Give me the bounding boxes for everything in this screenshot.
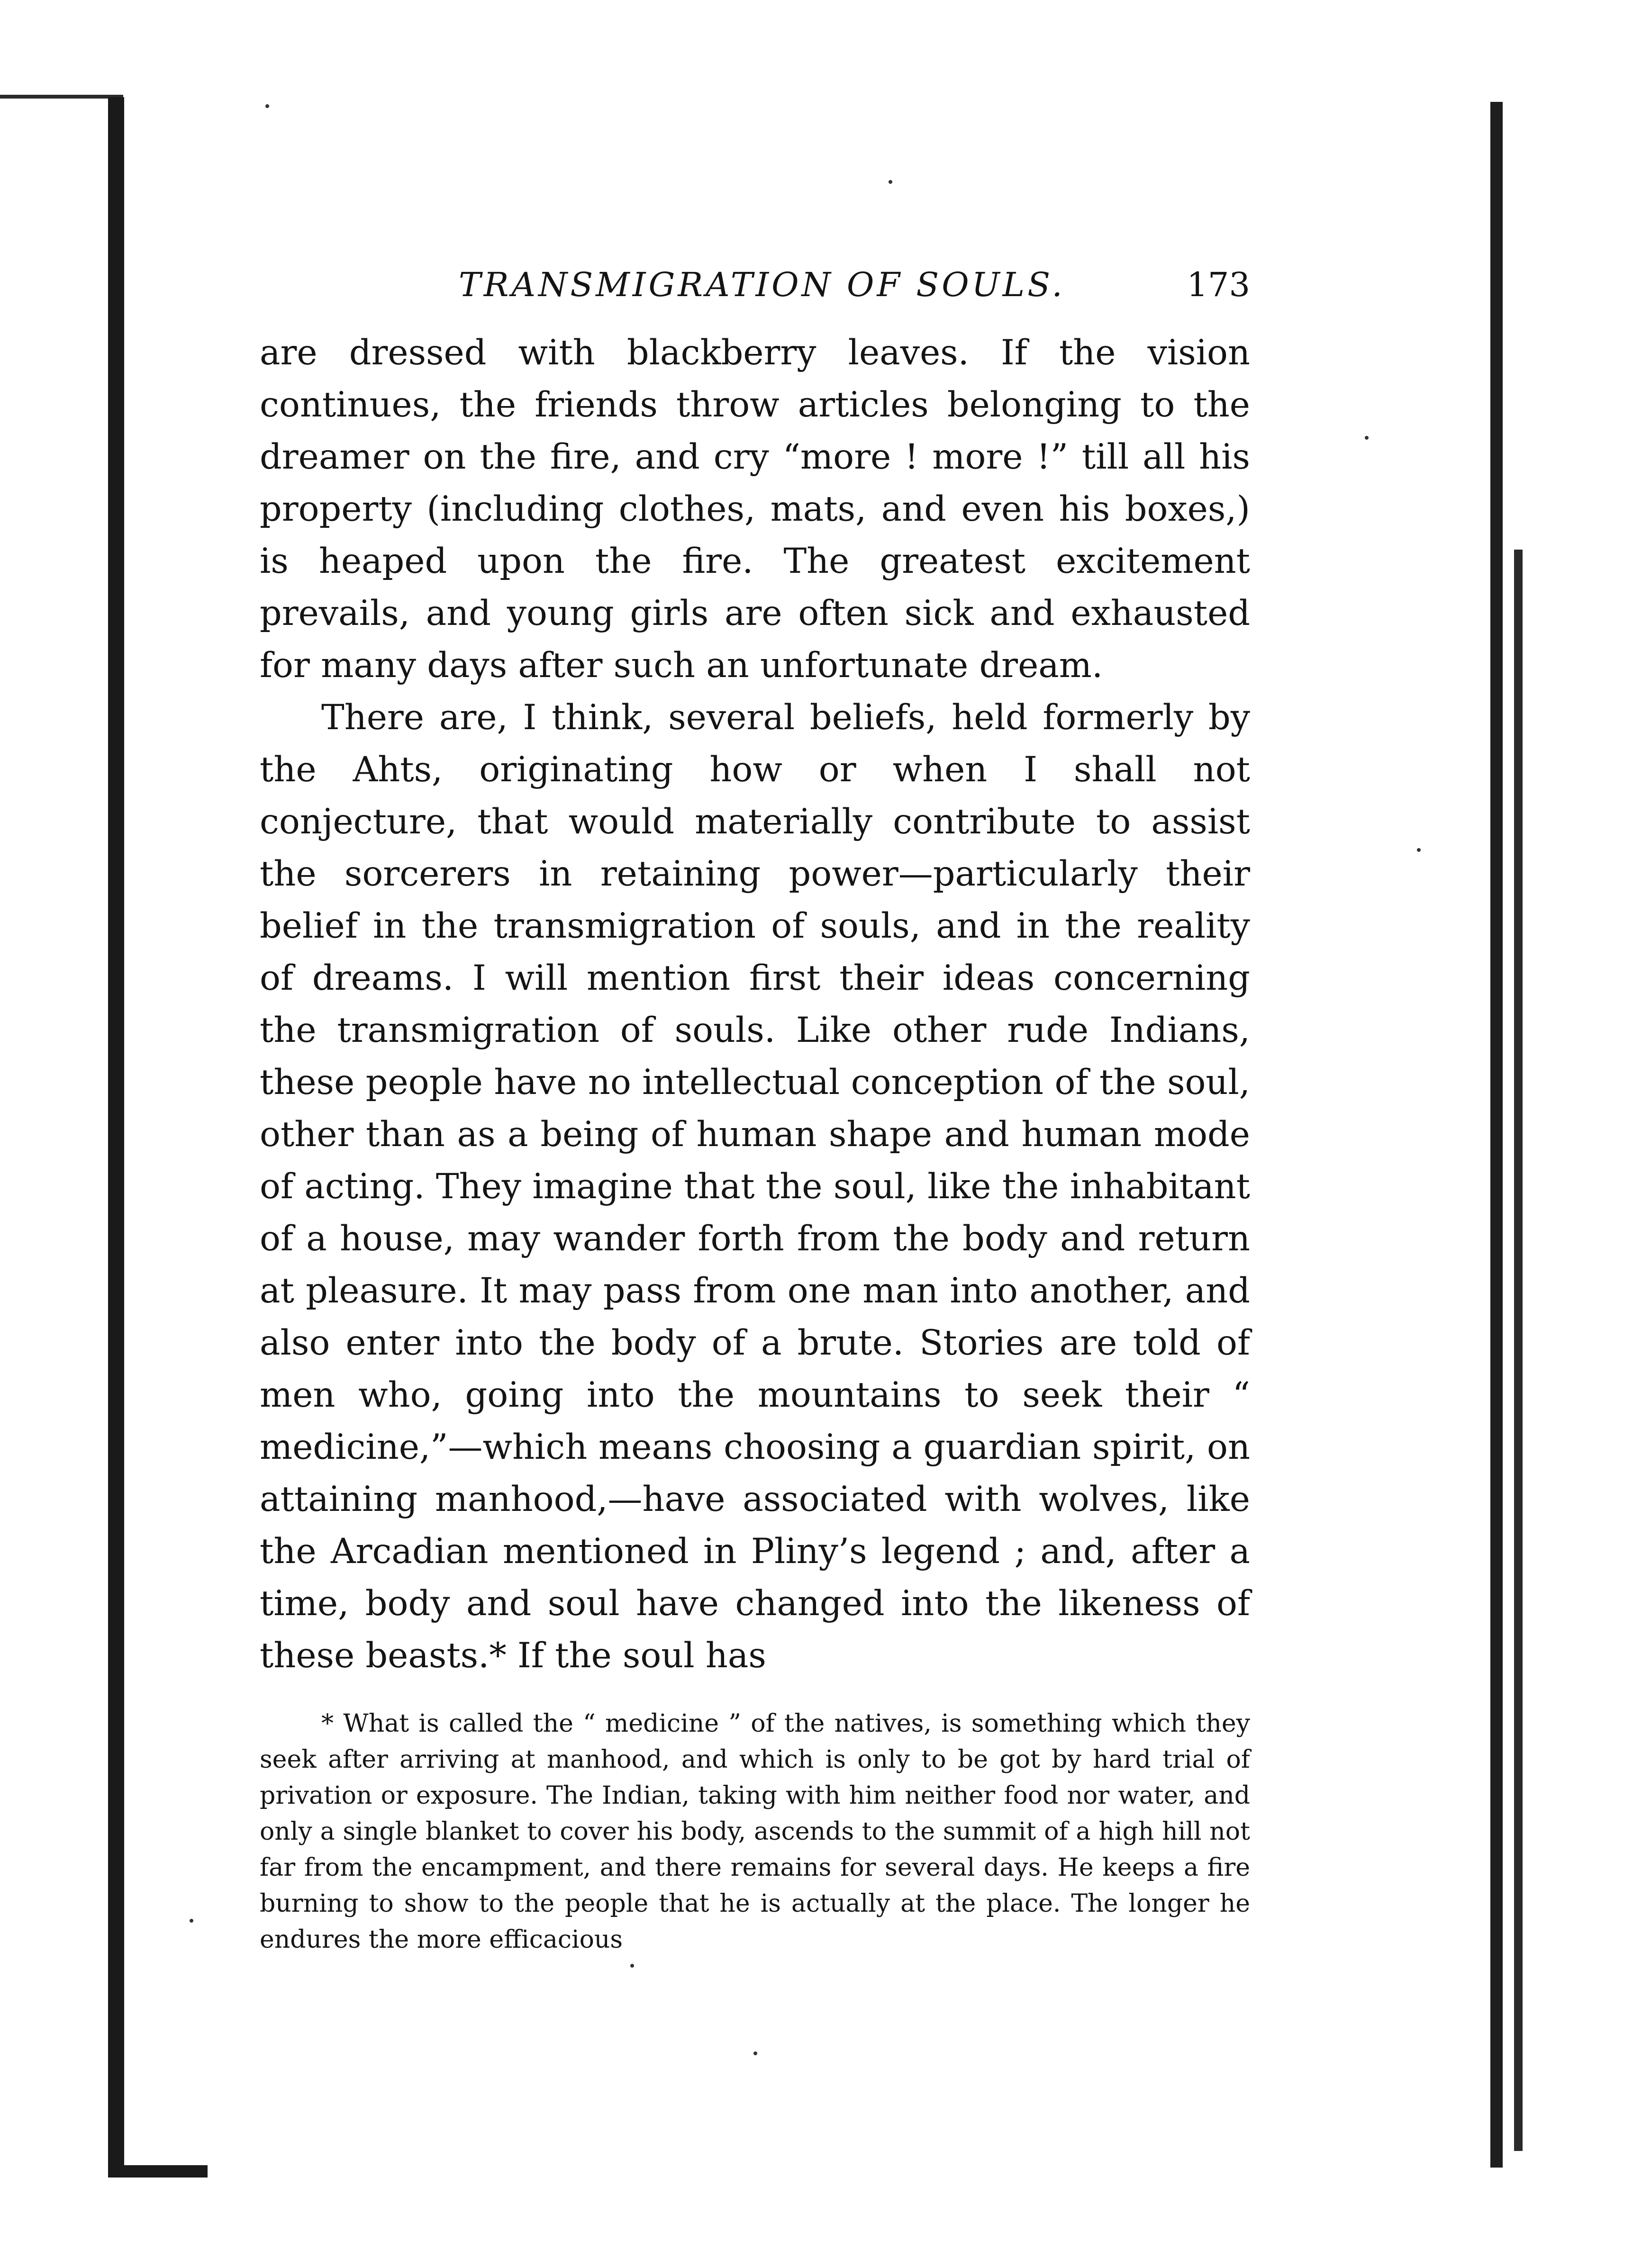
scan-speck — [753, 2051, 757, 2055]
scan-speck — [265, 104, 269, 108]
scan-speck — [190, 1919, 193, 1923]
paragraph: There are, I think, several beliefs, held formerly by the Ahts, originating how or when I shall not conjecture, that would materially contribute to assist the sorcerers in retaining power—particularly their belief in the transmigration of souls, and in the reality of dreams. I will mention first their ideas concerning the transmigration of souls. Like other rude Indians, these people have no intellectual conception of the soul, other than as a being of human shape and human mode of acting. They imagine that the soul, like the inhabitant of a house, may wander forth from the body and return at pleasure. It may pass from one man into another, and also enter into the body of a brute. Stories are told of men who, going into the mountains to seek their “ medicine,”—which means choosing a guardian spirit, on attaining manhood,—have associated with wolves, like the Arcadian mentioned in Pliny’s legend ; and, after a time, body and soul have changed into the likeness of these beasts.* If the soul has — [260, 697, 1250, 1676]
scan-speck — [889, 180, 892, 184]
scan-speck — [1365, 436, 1369, 440]
scan-edge-left-foot — [108, 2165, 208, 2178]
footnote: * What is called the “ medicine ” of the natives, is something which they seek after arriving at manhood, and which is only to be got by hard trial of privation or exposure. The Indian, taking with him neither food nor water, and only a single blanket to cover his body, ascends to the summit of a high hill not far from the encampment, and there remains for several days. He keeps a fire burning to show to the people that he is actually at the place. The longer he endures the more efficacious — [260, 1709, 1250, 1954]
scan-edge-right-inner — [1514, 550, 1523, 2151]
paragraph: are dressed with blackberry leaves. If the vision continues, the friends throw articles belonging to the dreamer on the fire, and cry “more ! more !” till all his property (including clothes, mats, and even his boxes,) is heaped upon the fire. The greatest excitement prevails, and young girls are often sick and exhausted for many days after such an unfortunate dream. — [260, 333, 1250, 686]
page-content — [260, 265, 1250, 1958]
page-number: 173 — [1187, 265, 1250, 304]
scan-speck — [1417, 848, 1421, 852]
body-text — [260, 327, 1250, 1682]
page-header — [260, 265, 1250, 317]
scan-edge-right — [1490, 102, 1503, 2168]
scan-edge-left — [108, 97, 124, 2177]
scan-speck — [630, 1964, 634, 1968]
running-head: TRANSMIGRATION OF SOULS. — [459, 265, 1065, 304]
scan-edge-top-left — [0, 95, 123, 99]
